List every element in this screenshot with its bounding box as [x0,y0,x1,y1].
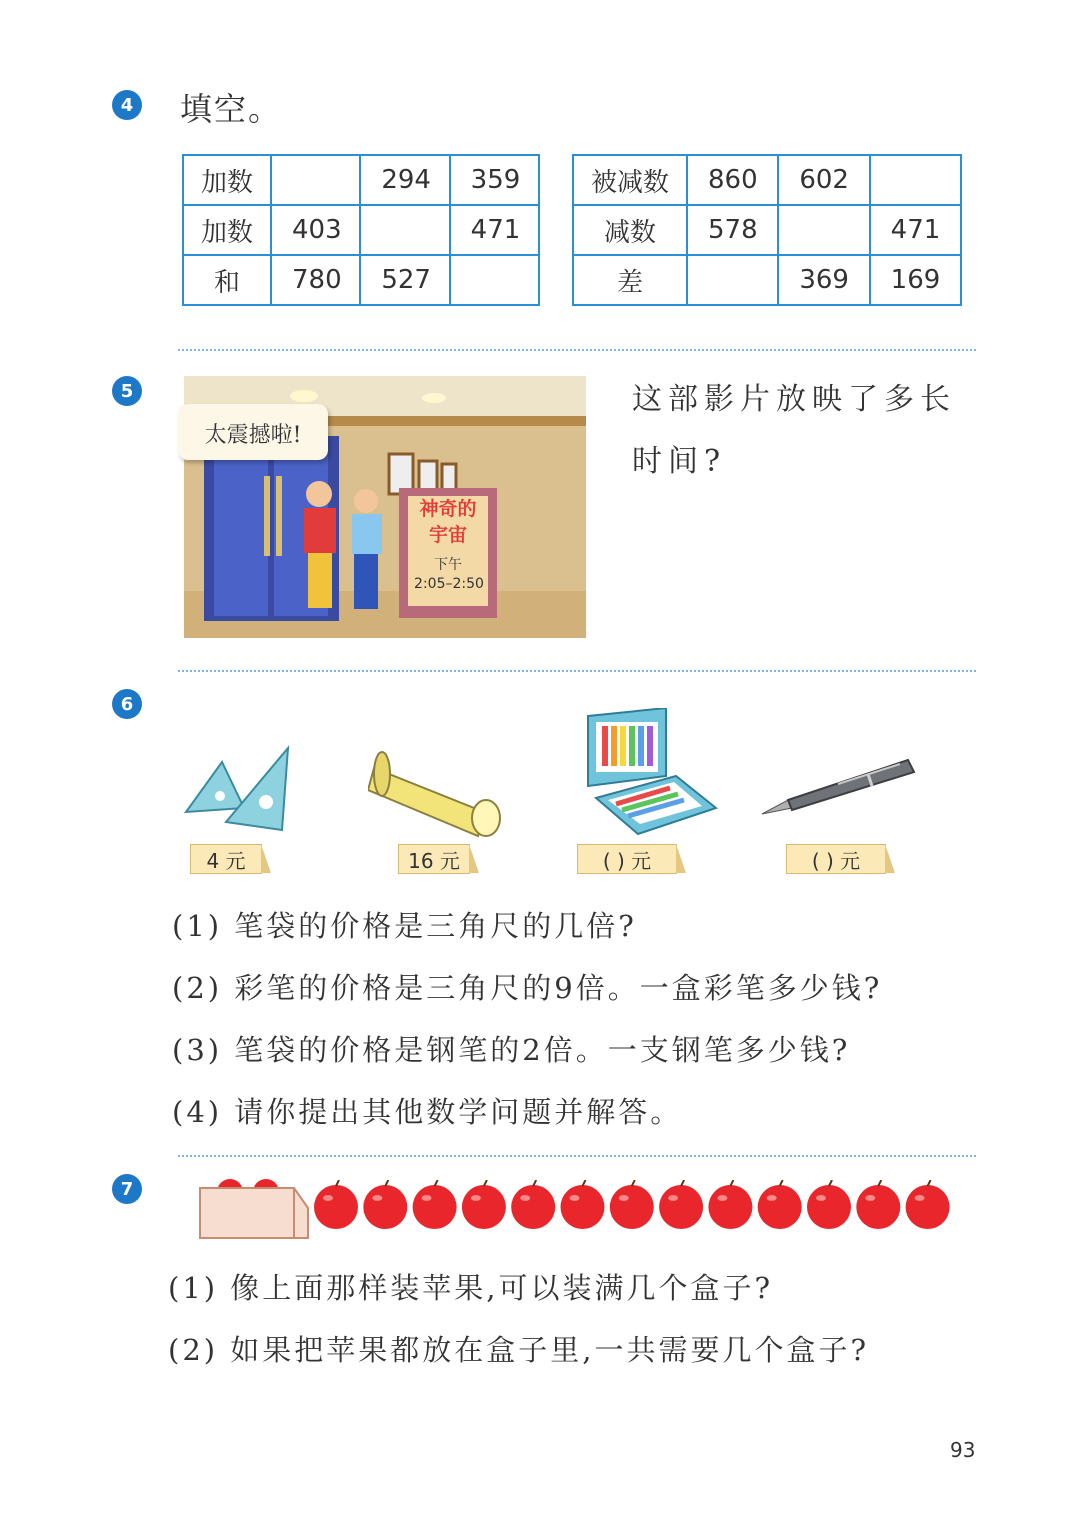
table-cell[interactable]: 471 [870,205,961,255]
apple-icon [413,1180,457,1229]
color-pen-box-icon [586,708,718,836]
fountain-pen-icon [758,754,918,820]
price-tag-triangle-ruler: 4 元 [190,844,262,874]
poster-title-1: 神奇的 [419,498,477,520]
table-label: 减数 [573,205,687,255]
apple-box-icon [196,1176,312,1242]
price-tag-fountain-pen[interactable]: ( ) 元 [786,844,886,874]
section-divider [178,670,976,672]
question-4-title: 填空。 [180,90,283,128]
apple-icon [758,1180,802,1229]
page-number: 93 [950,1438,976,1462]
apple-icon [610,1180,654,1229]
table-cell[interactable]: 169 [870,255,961,305]
table-label: 差 [573,255,687,305]
question-5-line-1: 这部影片放映了多长 [632,382,956,417]
table-cell[interactable]: 602 [778,155,869,205]
question-5-badge: 5 [112,376,142,406]
apple-icon [856,1180,900,1229]
table-cell[interactable]: 403 [271,205,360,255]
question-6-4: (4) 请你提出其他数学问题并解答。 [172,1095,683,1129]
table-cell[interactable] [271,155,360,205]
question-5-line-2: 时间? [632,444,727,479]
table-cell[interactable] [778,205,869,255]
table-label: 和 [183,255,271,305]
table-label: 加数 [183,205,271,255]
price-tag-color-pens[interactable]: ( ) 元 [577,844,677,874]
poster-title-2: 宇宙 [428,524,467,546]
apple-icon [511,1180,555,1229]
poster-time: 2:05–2:50 [414,576,484,592]
table-cell[interactable] [687,255,778,305]
price-tag-pencil-case: 16 元 [398,844,470,874]
triangle-ruler-icon [182,744,292,836]
question-6-1: (1) 笔袋的价格是三角尺的几倍? [172,909,637,943]
table-cell[interactable]: 527 [360,255,449,305]
table-label: 加数 [183,155,271,205]
question-6-badge: 6 [112,689,142,719]
apple-icon [462,1180,506,1229]
table-label: 被减数 [573,155,687,205]
table-cell[interactable]: 578 [687,205,778,255]
cinema-illustration [184,376,586,638]
apple-icon [807,1180,851,1229]
question-6-3: (3) 笔袋的价格是钢笔的2倍。一支钢笔多少钱? [172,1033,851,1067]
table-cell[interactable]: 369 [778,255,869,305]
apple-icon [314,1180,358,1229]
table-cell[interactable]: 359 [450,155,539,205]
table-cell[interactable] [360,205,449,255]
table-cell[interactable] [450,255,539,305]
table-cell[interactable] [870,155,961,205]
question-6-2: (2) 彩笔的价格是三角尺的9倍。一盒彩笔多少钱? [172,971,883,1005]
addition-table [182,154,540,306]
pencil-case-icon [368,746,508,838]
table-cell[interactable]: 860 [687,155,778,205]
apple-icon [363,1180,407,1229]
apple-icon [708,1180,752,1229]
section-divider [178,1155,976,1157]
apple-icon [906,1180,950,1229]
question-7-1: (1) 像上面那样装苹果,可以装满几个盒子? [168,1271,774,1305]
apple-icon [561,1180,605,1229]
subtraction-table [572,154,962,306]
poster-period: 下午 [434,557,462,573]
speech-bubble [178,404,328,460]
table-cell[interactable]: 471 [450,205,539,255]
section-divider [178,349,976,351]
table-cell[interactable]: 780 [271,255,360,305]
apple-icon [659,1180,703,1229]
table-cell[interactable]: 294 [360,155,449,205]
speech-text: 太震撼啦! [204,423,302,448]
question-4-badge: 4 [112,90,142,120]
question-7-badge: 7 [112,1174,142,1204]
apple-row [312,1180,952,1230]
question-7-2: (2) 如果把苹果都放在盒子里,一共需要几个盒子? [168,1333,870,1367]
